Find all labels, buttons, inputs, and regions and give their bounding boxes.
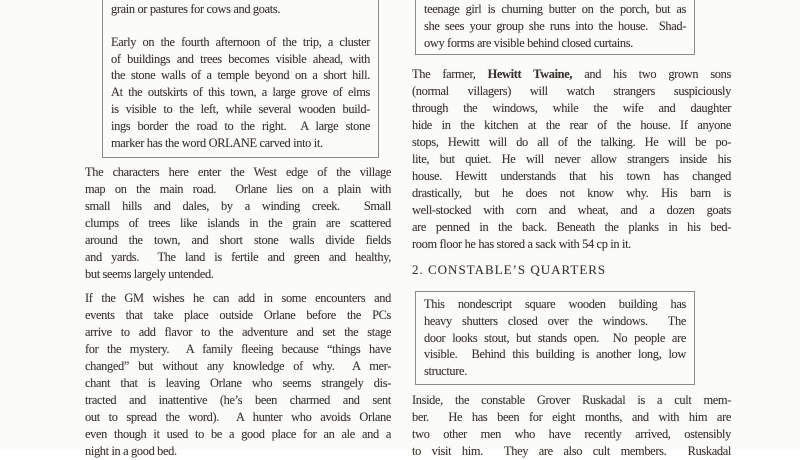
text-line: hide in the kitchen at the rear of the house. If anyone	[412, 118, 731, 132]
text-line: to visit him. They are also cult members. Ruskadal	[412, 444, 731, 458]
read-aloud-box	[415, 0, 695, 55]
text-line: chant that is leaving Orlane who seems strangely dis-	[85, 376, 391, 390]
text-line: At the outskirts of this town, a large grove of elms	[111, 85, 370, 100]
text-line: even though it used to be a good place for an ale and a	[85, 427, 391, 441]
text-line: door looks stout, but stands open. No people are	[424, 330, 686, 345]
text-line: arrive to add flavor to the adventure and set the stage	[85, 325, 391, 339]
text-line: The farmer, Hewitt Twaine, and his two grown sons	[412, 67, 731, 81]
boxed-paragraph	[424, 1, 686, 51]
read-aloud-box	[102, 0, 379, 158]
text-line: but seems largely untended.	[85, 267, 214, 281]
body-paragraph	[412, 392, 731, 460]
text-line: for the mystery. A family fleeing because “things have	[85, 342, 391, 356]
text-line: map on the main road. Orlane lies on a plain with	[85, 182, 391, 196]
text-line: small hills and dales, by a winding creek. Small	[85, 199, 391, 213]
text-line: teenage girl is churning butter on the porch, but as	[424, 2, 686, 16]
text-line: tracted and inattentive (he’s been charmed and sent	[85, 393, 391, 407]
text-line: clumps of trees like islands in the grain are scattered	[85, 216, 391, 230]
text-line: two other men who have recently arrived, ostensibly	[412, 427, 731, 441]
text-line: Inside, the constable Grover Ruskadal is a cult mem-	[412, 393, 731, 407]
text-line: changed” but without any knowledge of why. A mer-	[85, 359, 391, 373]
text-line: out to spread the word). A hunter who avoids Orlane	[85, 410, 391, 424]
text-line: This nondescript square wooden building has	[424, 297, 686, 311]
section-heading: 2. CONSTABLE’S QUARTERS	[412, 262, 607, 277]
text-line: The characters here enter the West edge of the village	[85, 165, 391, 179]
text-line: events that take place outside Orlane before the PCs	[85, 308, 391, 322]
text-line: the stone walls of a temple beyond on a short hill.	[111, 68, 370, 83]
text-line: room floor he has stored a sack with 54 cp in it.	[412, 237, 631, 251]
text-line: (normal villagers) will watch strangers suspiciously	[412, 84, 731, 98]
text-line: stops, Hewitt will do all of the talking. He will be po-	[412, 135, 731, 149]
text-line: ings border the road to the right. A large stone	[111, 118, 370, 133]
text-line: structure.	[424, 364, 467, 379]
text-line: house. Hewitt understands that his town has changed	[412, 169, 731, 183]
text-line: lite, but quiet. He will never allow strangers inside his	[412, 152, 731, 166]
text-line: night in a good bed.	[85, 444, 177, 458]
text-line: owy forms are visible behind closed curtains.	[424, 35, 633, 50]
body-paragraph	[85, 290, 391, 460]
text-line: through the windows, while the wife and daughter	[412, 101, 731, 115]
text-line: heavy shutters closed over the windows. The	[424, 313, 686, 328]
text-line: is visible to the left, while several wooden build-	[111, 101, 370, 116]
boxed-paragraph	[111, 34, 370, 152]
text-line: visible. Behind this building is another long, low	[424, 347, 686, 362]
boxed-paragraph	[111, 1, 370, 18]
text-line: of buildings and trees becomes visible ahead, with	[111, 51, 370, 66]
body-paragraph	[85, 164, 391, 283]
text-line: marker has the word ORLANE carved into it.	[111, 135, 323, 150]
text-line: are penned in the back. Beneath the planks in his bed-	[412, 220, 731, 234]
text-line: she sees your group she runs into the house. Shad-	[424, 18, 686, 33]
text-line: ber. He has been for eight months, and with him are	[412, 410, 731, 424]
text-line: well-stocked with corn and wheat, and a dozen goats	[412, 203, 731, 217]
read-aloud-box	[415, 291, 695, 385]
text-line: and yards. The land is fertile and green and healthy,	[85, 250, 391, 264]
text-line: grain or pastures for cows and goats.	[111, 2, 281, 16]
text-line: around the town, and short stone walls divide fields	[85, 233, 391, 247]
text-line: Early on the fourth afternoon of the trip, a cluster	[111, 34, 370, 49]
text-line: drastically, but he does not know why. His barn is	[412, 186, 731, 200]
text-line: If the GM wishes he can add in some encounters and	[85, 291, 391, 305]
boxed-paragraph	[424, 296, 686, 380]
body-paragraph	[412, 66, 731, 253]
